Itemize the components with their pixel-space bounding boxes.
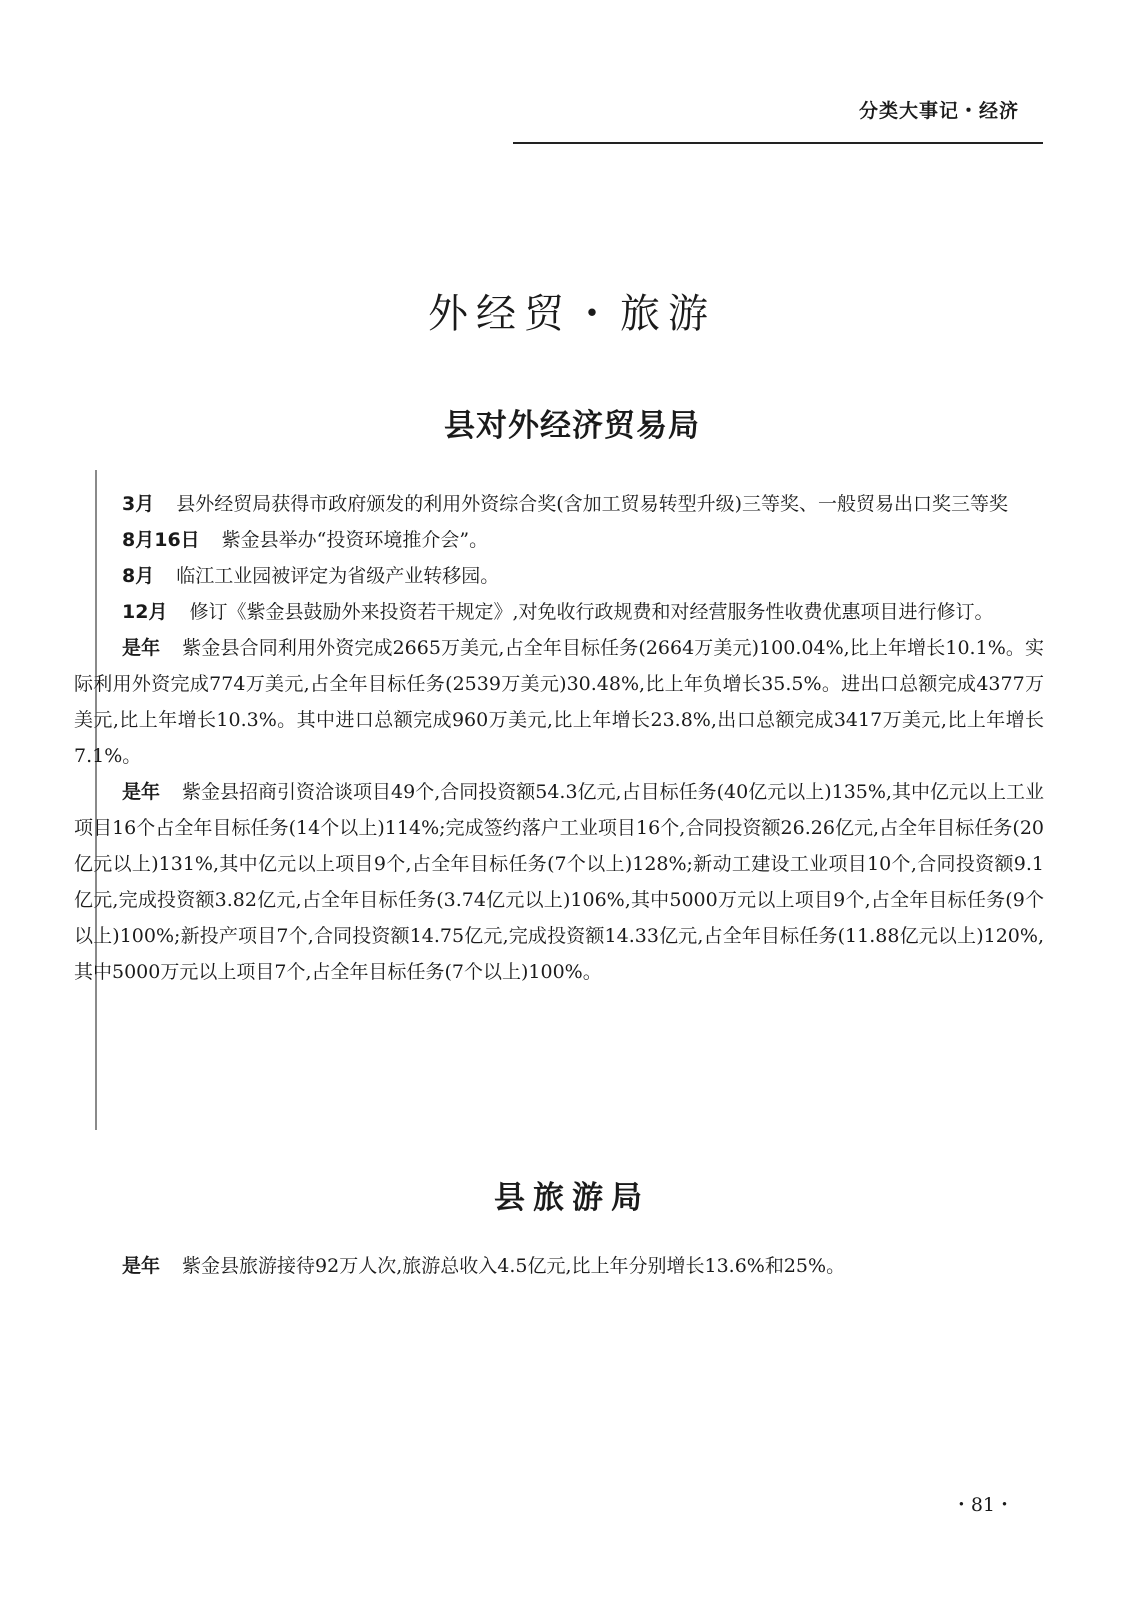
section-entries-tourism <box>74 1248 1044 1284</box>
entry-text: 紫金县合同利用外资完成2665万美元,占全年目标任务(2664万美元)100.04%,比上年增长10.1%。实际利用外资完成774万美元,占全年目标任务(2539万美元)30.48%,比上年负增长35.5%。进出口总额完成4377万美元,比上年增长10.3%。其中进口总额完成960万美元,比上年增长23.8%,出口总额完成3417万美元,比上年增长7.1%。 <box>74 637 1044 767</box>
running-header: 分类大事记・经济 <box>858 100 1019 122</box>
part-title: 外经贸・旅游 <box>428 291 716 337</box>
entry-date: 12月 <box>122 601 168 623</box>
entry-date: 是年 <box>122 637 161 659</box>
section-entries-foreign-trade <box>74 486 1044 990</box>
entry-date: 3月 <box>122 493 155 515</box>
chronicle-entry <box>74 1248 1044 1284</box>
entry-text: 紫金县招商引资洽谈项目49个,合同投资额54.3亿元,占目标任务(40亿元以上)135%,其中亿元以上工业项目16个占全年目标任务(14个以上)114%;完成签约落户工业项目16个,合同投资额26.26亿元,占全年目标任务(20亿元以上)131%,其中亿元以上项目9个,占全年目标任务(7个以上)128%;新动工建设工业项目10个,合同投资额9.1亿元,完成投资额3.82亿元,占全年目标任务(3.74亿元以上)106%,其中5000万元以上项目9个,占全年目标任务(9个以上)100%;新投产项目7个,合同投资额14.75亿元,完成投资额14.33亿元,占全年目标任务(11.88亿元以上)120%,其中5000万元以上项目7个,占全年目标任务(7个以上)100%。 <box>74 781 1044 983</box>
section-title-tourism: 县旅游局 <box>494 1180 650 1216</box>
entry-date: 8月 <box>122 565 155 587</box>
chronicle-entry <box>74 630 1044 774</box>
chronicle-entry <box>74 486 1044 522</box>
chronicle-entry <box>74 594 1044 630</box>
entry-date: 是年 <box>122 1255 161 1277</box>
entry-text: 紫金县旅游接待92万人次,旅游总收入4.5亿元,比上年分别增长13.6%和25%。 <box>182 1255 846 1277</box>
section-title-foreign-trade: 县对外经济贸易局 <box>444 408 700 444</box>
chronicle-entry <box>74 774 1044 990</box>
page-number: ・81・ <box>951 1494 1014 1516</box>
chronicle-entry <box>74 558 1044 594</box>
entry-date: 8月16日 <box>122 529 200 551</box>
header-rule <box>513 142 1043 144</box>
entry-text: 紫金县举办“投资环境推介会”。 <box>221 529 489 551</box>
entry-text: 修订《紫金县鼓励外来投资若干规定》,对免收行政规费和对经营服务性收费优惠项目进行修订。 <box>189 601 994 623</box>
entry-text: 县外经贸局获得市政府颁发的利用外资综合奖(含加工贸易转型升级)三等奖、一般贸易出口奖三等奖 <box>176 493 1009 515</box>
entry-text: 临江工业园被评定为省级产业转移园。 <box>176 565 500 587</box>
entry-date: 是年 <box>122 781 161 803</box>
chronicle-entry <box>74 522 1044 558</box>
